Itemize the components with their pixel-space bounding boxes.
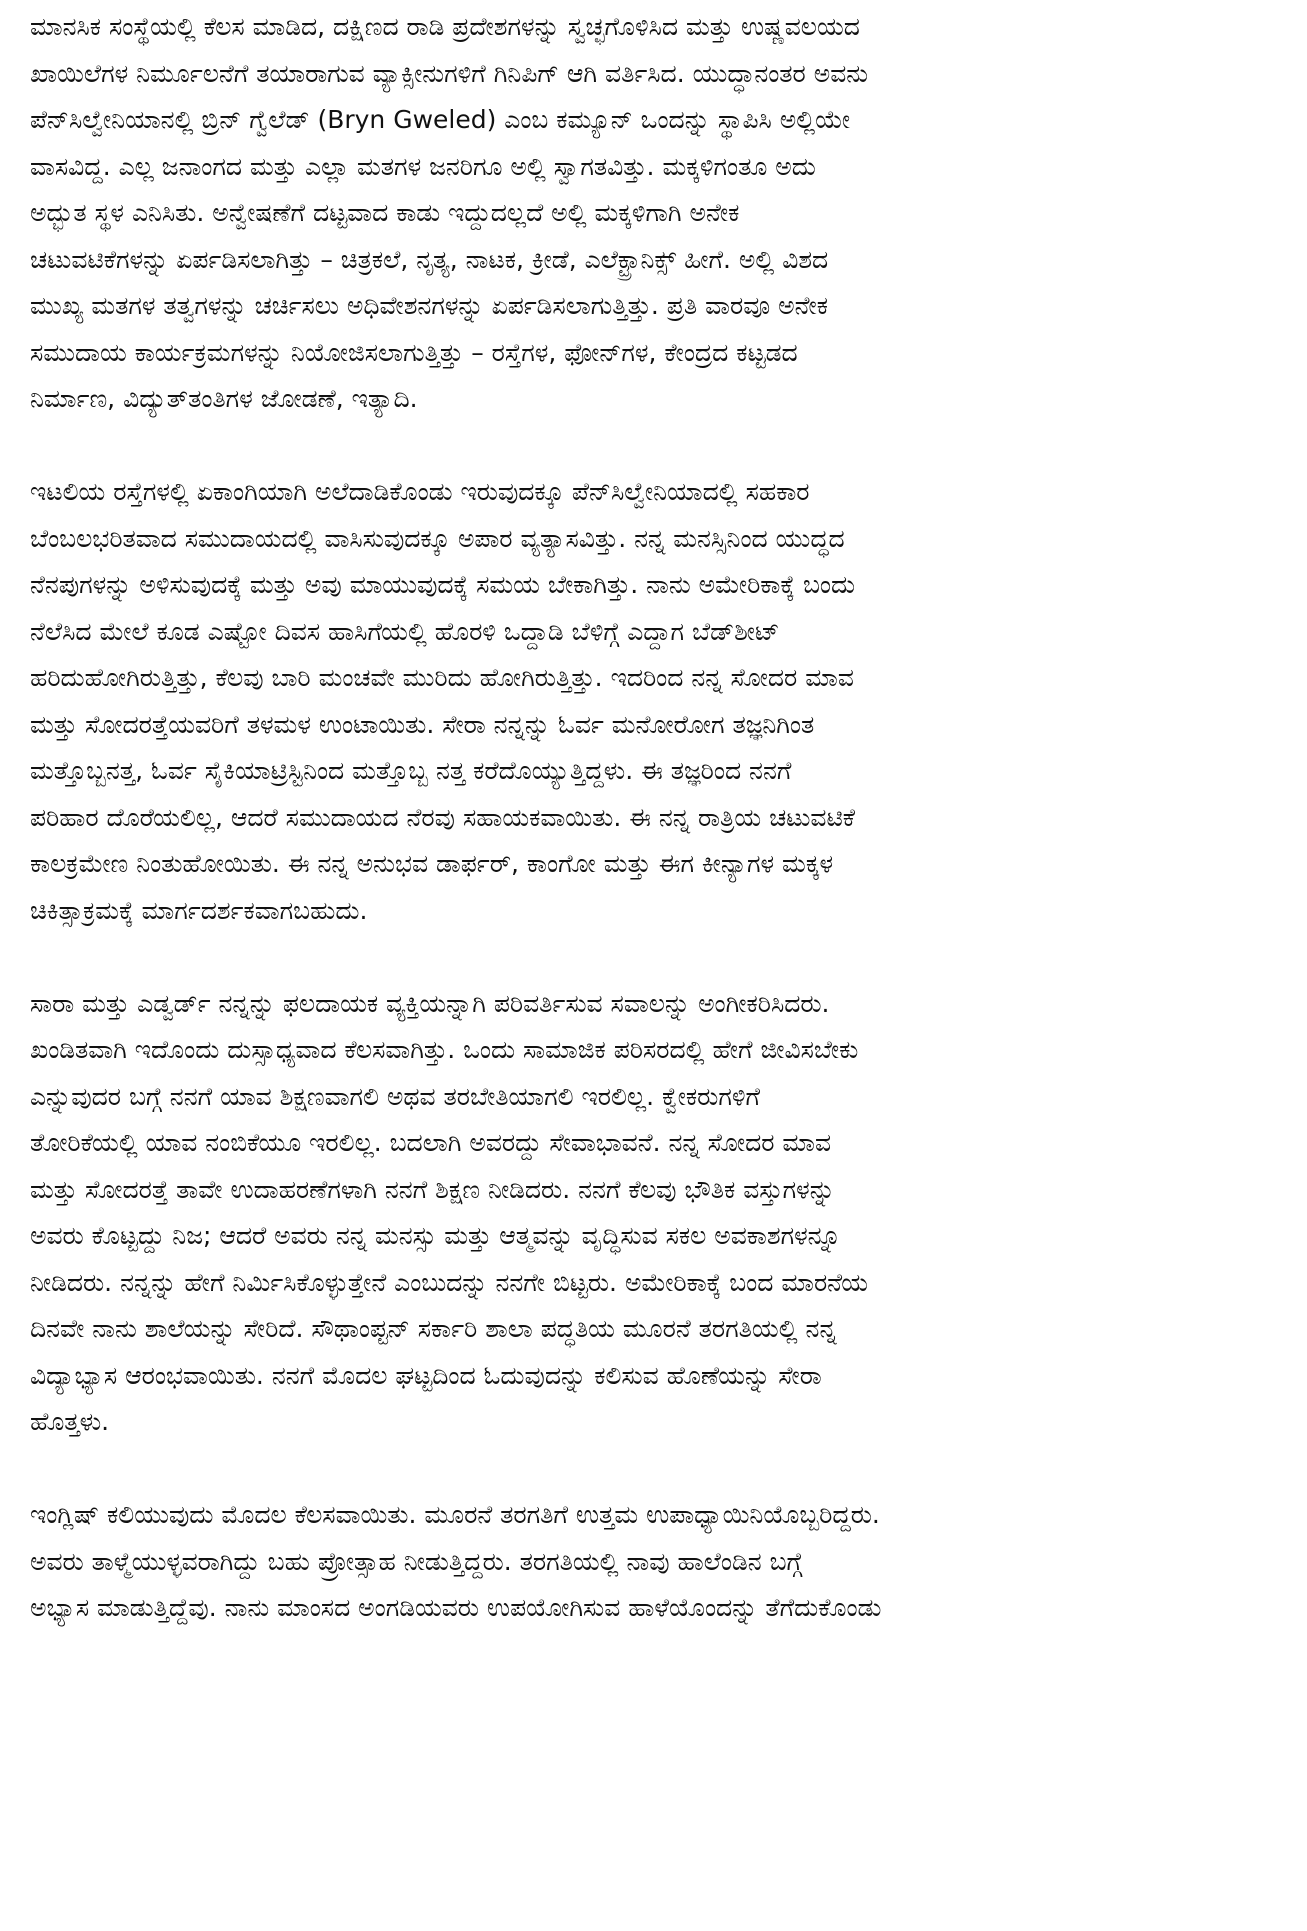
- text-line: ವಿದ್ಯಾಭ್ಯಾಸ ಆರಂಭವಾಯಿತು. ನನಗೆ ಮೊದಲ ಘಟ್ಟದಿಂದ ಓದುವುದನ್ನು ಕಲಿಸುವ ಹೊಣೆಯನ್ನು ಸೇರಾ: [30, 1360, 822, 1390]
- paragraph: [30, 4, 1292, 423]
- text-line: ಎನ್ನುವುದರ ಬಗ್ಗೆ ನನಗೆ ಯಾವ ಶಿಕ್ಷಣವಾಗಲಿ ಅಥವ ತರಬೇತಿಯಾಗಲಿ ಇರಲಿಲ್ಲ. ಕ್ವೇಕರುಗಳಿಗೆ: [30, 1081, 761, 1111]
- text-line: ಖಾಯಿಲೆಗಳ ನಿರ್ಮೂಲನೆಗೆ ತಯಾರಾಗುವ ವ್ಯಾಕ್ಸೀನುಗಳಿಗೆ ಗಿನಿಪಿಗ್ ಆಗಿ ವರ್ತಿಸಿದ. ಯುದ್ಧಾನಂತರ ಅವನು: [30, 58, 869, 88]
- text-line: ಹರಿದುಹೋಗಿರುತ್ತಿತ್ತು, ಕೆಲವು ಬಾರಿ ಮಂಚವೇ ಮುರಿದು ಹೋಗಿರುತ್ತಿತ್ತು. ಇದರಿಂದ ನನ್ನ ಸೋದರ ಮಾವ: [30, 663, 854, 692]
- text-line: ಸಾರಾ ಮತ್ತು ಎಡ್ವರ್ಡ್ ನನ್ನನ್ನು ಫಲದಾಯಕ ವ್ಯಕ್ತಿಯನ್ನಾಗಿ ಪರಿವರ್ತಿಸುವ ಸವಾಲನ್ನು ಅಂಗೀಕರಿಸಿದರು.: [30, 988, 830, 1018]
- text-line: ಮತ್ತೊಬ್ಬನತ್ತ, ಓರ್ವ ಸೈಕಿಯಾಟ್ರಿಸ್ಟಿನಿಂದ ಮತ್ತೊಬ್ಬ ನತ್ತ ಕರೆದೊಯ್ಯುತ್ತಿದ್ದಳು. ಈ ತಜ್ಞರಿಂದ ನನಗೆ: [30, 756, 792, 785]
- text-line: ಚಟುವಟಿಕೆಗಳನ್ನು ಏರ್ಪಡಿಸಲಾಗಿತ್ತು – ಚಿತ್ರಕಲೆ, ನೃತ್ಯ, ನಾಟಕ, ಕ್ರೀಡೆ, ಎಲೆಕ್ಟ್ರಾನಿಕ್ಸ್ ಹೀಗೆ. ಅಲ್ಲಿ ವಿಶದ: [30, 244, 829, 274]
- text-line: ಅದ್ಭುತ ಸ್ಥಳ ಎನಿಸಿತು. ಅನ್ವೇಷಣೆಗೆ ದಟ್ಟವಾದ ಕಾಡು ಇದ್ದುದಲ್ಲದೆ ಅಲ್ಲಿ ಮಕ್ಕಳಿಗಾಗಿ ಅನೇಕ: [30, 198, 740, 227]
- text-line: ಚಿಕಿತ್ಸಾಕ್ರಮಕ್ಕೆ ಮಾರ್ಗದರ್ಶಕವಾಗಬಹುದು.: [30, 895, 368, 925]
- text-line: ಅವರು ಕೊಟ್ಟದ್ದು ನಿಜ; ಆದರೆ ಅವರು ನನ್ನ ಮನಸ್ಸು ಮತ್ತು ಆತ್ಮವನ್ನು ವೃದ್ಧಿಸುವ ಸಕಲ ಅವಕಾಶಗಳನ್ನೂ: [30, 1221, 841, 1250]
- text-line: ಕಾಲಕ್ರಮೇಣ ನಿಂತುಹೋಯಿತು. ಈ ನನ್ನ ಅನುಭವ ಡಾರ್ಫರ್, ಕಾಂಗೋ ಮತ್ತು ಈಗ ಕೀನ್ಯಾಗಳ ಮಕ್ಕಳ: [30, 849, 834, 878]
- text-line: ಪರಿಹಾರ ದೊರೆಯಲಿಲ್ಲ, ಆದರೆ ಸಮುದಾಯದ ನೆರವು ಸಹಾಯಕವಾಯಿತು. ಈ ನನ್ನ ರಾತ್ರಿಯ ಚಟುವಟಿಕೆ: [30, 802, 856, 832]
- text-line: ಸಮುದಾಯ ಕಾರ್ಯಕ್ರಮಗಳನ್ನು ನಿಯೋಜಿಸಲಾಗುತ್ತಿತ್ತು – ರಸ್ತೆಗಳ, ಫೋನ್‌ಗಳ, ಕೇಂದ್ರದ ಕಟ್ಟಡದ: [30, 337, 798, 367]
- document-page: [30, 4, 1292, 1632]
- text-line: ಅವರು ತಾಳ್ಮೆಯುಳ್ಳವರಾಗಿದ್ದು ಬಹು ಪ್ರೋತ್ಸಾಹ ನೀಡುತ್ತಿದ್ದರು. ತರಗತಿಯಲ್ಲಿ ನಾವು ಹಾಲೆಂಡಿನ ಬಗ್ಗೆ: [30, 1546, 803, 1576]
- text-line: ಖಂಡಿತವಾಗಿ ಇದೊಂದು ದುಸ್ಸಾಧ್ಯವಾದ ಕೆಲಸವಾಗಿತ್ತು. ಒಂದು ಸಾಮಾಜಿಕ ಪರಿಸರದಲ್ಲಿ ಹೇಗೆ ಜೀವಿಸಬೇಕು: [30, 1035, 859, 1064]
- paragraph: [30, 1492, 1292, 1632]
- text-line: ವಾಸವಿದ್ದ. ಎಲ್ಲ ಜನಾಂಗದ ಮತ್ತು ಎಲ್ಲಾ ಮತಗಳ ಜನರಿಗೂ ಅಲ್ಲಿ ಸ್ವಾಗತವಿತ್ತು. ಮಕ್ಕಳಿಗಂತೂ ಅದು: [30, 151, 816, 181]
- text-line: ನಿರ್ಮಾಣ, ವಿದ್ಯುತ್‌ತಂತಿಗಳ ಜೋಡಣೆ, ಇತ್ಯಾದಿ.: [30, 384, 418, 413]
- text-line: ಇಂಗ್ಲಿಷ್ ಕಲಿಯುವುದು ಮೊದಲ ಕೆಲಸವಾಯಿತು. ಮೂರನೆ ತರಗತಿಗೆ ಉತ್ತಮ ಉಪಾಧ್ಯಾಯಿನಿಯೊಬ್ಬರಿದ್ದರು.: [30, 1500, 880, 1529]
- text-line: ನೆನಪುಗಳನ್ನು ಅಳಿಸುವುದಕ್ಕೆ ಮತ್ತು ಅವು ಮಾಯುವುದಕ್ಕೆ ಸಮಯ ಬೇಕಾಗಿತ್ತು. ನಾನು ಅಮೇರಿಕಾಕ್ಕೆ ಬಂದು: [30, 570, 856, 599]
- text-line: ಪೆನ್‌ಸಿಲ್ವೇನಿಯಾನಲ್ಲಿ ಬ್ರಿನ್ ಗ್ವೆಲೆಡ್ (Bryn Gweled) ಎಂಬ ಕಮ್ಯೂನ್ ಒಂದನ್ನು ಸ್ಥಾಪಿಸಿ ಅಲ್ಲಿಯೇ: [30, 105, 851, 134]
- text-line: ದಿನವೇ ನಾನು ಶಾಲೆಯನ್ನು ಸೇರಿದೆ. ಸೌಥಾಂಪ್ಟನ್ ಸರ್ಕಾರಿ ಶಾಲಾ ಪದ್ಧತಿಯ ಮೂರನೆ ತರಗತಿಯಲ್ಲಿ ನನ್ನ: [30, 1314, 837, 1343]
- text-line: ಮಾನಸಿಕ ಸಂಸ್ಥೆಯಲ್ಲಿ ಕೆಲಸ ಮಾಡಿದ, ದಕ್ಷಿಣದ ರಾಡಿ ಪ್ರದೇಶಗಳನ್ನು ಸ್ವಚ್ಛಗೊಳಿಸಿದ ಮತ್ತು ಉಷ್ಣವಲಯದ: [30, 12, 860, 41]
- paragraph: [30, 469, 1292, 934]
- text-line: ನೀಡಿದರು. ನನ್ನನ್ನು ಹೇಗೆ ನಿರ್ಮಿಸಿಕೊಳ್ಳುತ್ತೇನೆ ಎಂಬುದನ್ನು ನನಗೇ ಬಿಟ್ಟರು. ಅಮೇರಿಕಾಕ್ಕೆ ಬಂದ ಮಾರನೆಯ: [30, 1267, 869, 1297]
- paragraph: [30, 981, 1292, 1446]
- text-line: ಮತ್ತು ಸೋದರತ್ತೆ ತಾವೇ ಉದಾಹರಣೆಗಳಾಗಿ ನನಗೆ ಶಿಕ್ಷಣ ನೀಡಿದರು. ನನಗೆ ಕೆಲವು ಭೌತಿಕ ವಸ್ತುಗಳನ್ನು: [30, 1174, 835, 1204]
- text-line: ಮತ್ತು ಸೋದರತ್ತೆಯವರಿಗೆ ತಳಮಳ ಉಂಟಾಯಿತು. ಸೇರಾ ನನ್ನನ್ನು ಓರ್ವ ಮನೋರೋಗ ತಜ್ಞನಿಗಿಂತ: [30, 709, 815, 739]
- text-line: ಇಟಲಿಯ ರಸ್ತೆಗಳಲ್ಲಿ ಏಕಾಂಗಿಯಾಗಿ ಅಲೆದಾಡಿಕೊಂಡು ಇರುವುದಕ್ಕೂ ಪೆನ್‌ಸಿಲ್ವೇನಿಯಾದಲ್ಲಿ ಸಹಕಾರ: [30, 477, 810, 506]
- text-line: ಮುಖ್ಯ ಮತಗಳ ತತ್ವಗಳನ್ನು ಚರ್ಚಿಸಲು ಅಧಿವೇಶನಗಳನ್ನು ಏರ್ಪಡಿಸಲಾಗುತ್ತಿತ್ತು. ಪ್ರತಿ ವಾರವೂ ಅನೇಕ: [30, 291, 828, 320]
- text-line: ನೆಲೆಸಿದ ಮೇಲೆ ಕೂಡ ಎಷ್ಟೋ ದಿವಸ ಹಾಸಿಗೆಯಲ್ಲಿ ಹೊರಳಿ ಒದ್ದಾಡಿ ಬೆಳಿಗ್ಗೆ ಎದ್ದಾಗ ಬೆಡ್‌ಶೀಟ್: [30, 616, 780, 646]
- text-line: ತೋರಿಕೆಯಲ್ಲಿ ಯಾವ ನಂಬಿಕೆಯೂ ಇರಲಿಲ್ಲ. ಬದಲಾಗಿ ಅವರದ್ದು ಸೇವಾಭಾವನೆ. ನನ್ನ ಸೋದರ ಮಾವ: [30, 1128, 832, 1157]
- text-line: ಹೊತ್ತಳು.: [30, 1407, 110, 1436]
- text-line: ಬೆಂಬಲಭರಿತವಾದ ಸಮುದಾಯದಲ್ಲಿ ವಾಸಿಸುವುದಕ್ಕೂ ಅಪಾರ ವ್ಯತ್ಯಾಸವಿತ್ತು. ನನ್ನ ಮನಸ್ಸಿನಿಂದ ಯುದ್ಧದ: [30, 523, 845, 553]
- text-line: ಅಭ್ಯಾಸ ಮಾಡುತ್ತಿದ್ದೆವು. ನಾನು ಮಾಂಸದ ಅಂಗಡಿಯವರು ಉಪಯೋಗಿಸುವ ಹಾಳೆಯೊಂದನ್ನು ತೆಗೆದುಕೊಂಡು: [30, 1593, 882, 1622]
